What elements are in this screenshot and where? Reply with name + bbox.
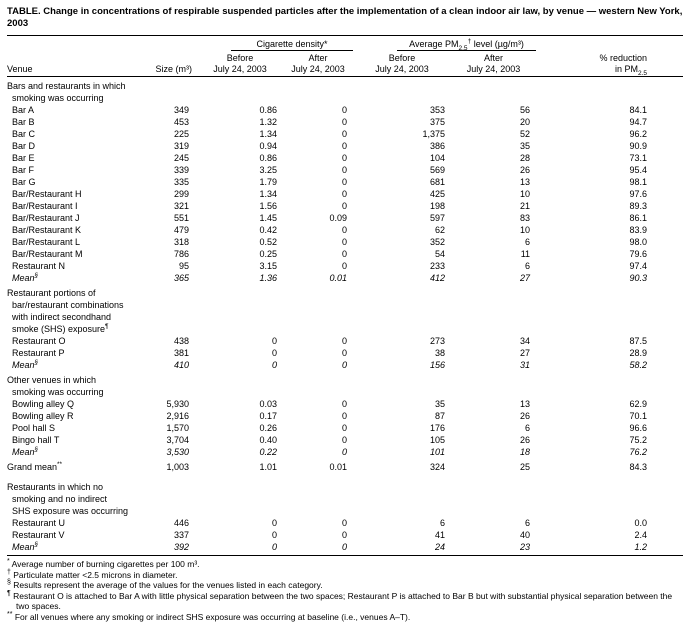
venue-column-header: Venue (7, 51, 151, 77)
value-cell: 0 (271, 542, 277, 552)
value-cell: 3,704 (166, 435, 189, 445)
value-cell: 0 (342, 129, 348, 139)
value-cell: 0 (342, 141, 348, 151)
section-header-line: bar/restaurant combinations (12, 300, 124, 310)
value-cell: 299 (173, 189, 189, 199)
table-row (7, 212, 683, 224)
value-cell: 1.79 (259, 177, 277, 187)
venue-cell: Mean§ (12, 359, 39, 370)
before-date-label: July 24, 2003 (213, 63, 267, 74)
table-row (7, 176, 683, 188)
value-cell: 11 (520, 249, 531, 259)
value-cell: 1,570 (166, 423, 189, 433)
value-cell: 95.4 (629, 165, 648, 175)
footnote: ¶ Restaurant O is attached to Bar A with little physical separation between the two spaces; Restaurant P is attached to Bar B but with substantial physical separation between the two spaces. (7, 589, 673, 611)
value-cell: 73.1 (629, 153, 648, 163)
value-cell: 337 (173, 530, 189, 540)
column-header-row (7, 51, 683, 77)
value-cell: 31 (520, 360, 531, 370)
pm-level-group-header (353, 36, 536, 52)
pm-group-prefix: Average PM (409, 39, 459, 49)
value-cell: 0 (342, 177, 348, 187)
value-cell: 597 (429, 213, 446, 223)
value-cell: 75.2 (629, 435, 648, 445)
venues-table (7, 35, 683, 556)
reduction-column-header (536, 51, 683, 77)
size-column-header: Size (m³) (151, 51, 197, 77)
group-header-row (7, 36, 683, 52)
cigarette-density-group-header (197, 36, 353, 52)
after-label: After (484, 53, 504, 63)
value-cell: 56 (520, 105, 531, 115)
value-cell: 386 (429, 141, 446, 151)
value-cell: 0.01 (329, 462, 348, 472)
value-cell: 412 (429, 273, 446, 283)
value-cell: 90.3 (629, 273, 648, 283)
section-header-row (7, 77, 683, 105)
value-cell: 6 (525, 237, 531, 247)
value-cell: 245 (173, 153, 189, 163)
value-cell: 25 (520, 462, 531, 472)
value-cell: 0.0 (634, 518, 648, 528)
table-header (7, 36, 683, 77)
value-cell: 1.01 (259, 462, 277, 472)
value-cell: 0 (271, 530, 277, 540)
value-cell: 0 (342, 542, 348, 552)
venue-cell: Bingo hall T (12, 435, 60, 445)
value-cell: 321 (173, 201, 189, 211)
value-cell: 0 (271, 360, 277, 370)
value-cell: 0.03 (259, 399, 277, 409)
value-cell: 0 (342, 447, 348, 457)
value-cell: 83 (520, 213, 531, 223)
value-cell: 349 (173, 105, 189, 115)
value-cell: 86.1 (629, 213, 648, 223)
venue-cell: Restaurant N (12, 261, 66, 271)
venue-cell: Bar/Restaurant M (12, 249, 83, 259)
section-header-row (7, 473, 683, 517)
value-cell: 97.6 (629, 189, 648, 199)
table-row (7, 458, 683, 473)
value-cell: 40 (520, 530, 531, 540)
section-header-line: SHS exposure was occurring (12, 506, 129, 516)
value-cell: 335 (173, 177, 189, 187)
value-cell: 0 (342, 411, 348, 421)
value-cell: 1.36 (259, 273, 277, 283)
venue-cell: Mean§ (12, 541, 39, 552)
value-cell: 0 (342, 153, 348, 163)
section-header-line: smoking and no indirect (12, 494, 108, 504)
footnote: § Results represent the average of the values for the venues listed in each category. (7, 579, 323, 590)
value-cell: 28.9 (629, 348, 648, 358)
value-cell: 0 (342, 423, 348, 433)
value-cell: 381 (173, 348, 189, 358)
value-cell: 35 (435, 399, 446, 409)
table-row (7, 248, 683, 260)
value-cell: 1.45 (259, 213, 277, 223)
value-cell: 1.32 (259, 117, 277, 127)
footnote: † Particulate matter <2.5 microns in diameter. (7, 568, 178, 580)
value-cell: 23 (520, 542, 531, 552)
pm-subscript: 2.5 (458, 44, 468, 52)
value-cell: 438 (173, 336, 189, 346)
value-cell: 18 (520, 447, 531, 457)
value-cell: 101 (429, 447, 446, 457)
venue-cell: Bar/Restaurant H (12, 189, 82, 199)
value-cell: 62 (435, 225, 446, 235)
after-label: After (308, 53, 328, 63)
value-cell: 10 (520, 225, 531, 235)
section-header-line: Bars and restaurants in which (7, 81, 126, 91)
footnote: ** For all venues where any smoking or indirect SHS exposure was occurring at baseline (i.e., venues A–T). (7, 610, 411, 622)
value-cell: 233 (429, 261, 446, 271)
table-row (7, 347, 683, 359)
table-row (7, 272, 683, 284)
value-cell: 0.17 (259, 411, 277, 421)
value-cell: 54 (435, 249, 446, 259)
value-cell: 76.2 (629, 447, 648, 457)
value-cell: 35 (520, 141, 531, 151)
section-header-line: smoke (SHS) exposure¶ (12, 323, 109, 334)
table-body (7, 77, 683, 556)
venue-cell: Bar F (12, 165, 35, 175)
value-cell: 13 (520, 399, 531, 409)
cig-after-column-header (283, 51, 353, 77)
value-cell: 0 (342, 435, 348, 445)
superscript-marker: ** (57, 461, 63, 468)
value-cell: 24 (435, 542, 446, 552)
value-cell: 41 (435, 530, 446, 540)
superscript-marker: § (7, 579, 11, 587)
section-header-line: Other venues in which (7, 375, 97, 385)
value-cell: 13 (520, 177, 531, 187)
value-cell: 95 (178, 261, 189, 271)
reduction-label-line1: % reduction (599, 53, 648, 63)
value-cell: 87 (435, 411, 446, 421)
section-header (7, 371, 683, 398)
value-cell: 1.34 (259, 129, 277, 139)
value-cell: 26 (520, 165, 531, 175)
venue-cell: Bar D (12, 141, 36, 151)
value-cell: 0.22 (259, 447, 277, 457)
value-cell: 96.2 (629, 129, 648, 139)
table-row (7, 410, 683, 422)
value-cell: 156 (429, 360, 446, 370)
table-row (7, 164, 683, 176)
after-date-label: July 24, 2003 (291, 63, 345, 74)
section-header (7, 473, 683, 517)
value-cell: 98.1 (629, 177, 648, 187)
pm-level-group-label (397, 39, 536, 51)
cig-before-column-header (197, 51, 283, 77)
value-cell: 6 (525, 423, 531, 433)
value-cell: 0 (342, 117, 348, 127)
table-row (7, 359, 683, 371)
table-row (7, 128, 683, 140)
superscript-marker: § (34, 446, 39, 453)
superscript-marker: * (7, 558, 10, 566)
venue-cell: Bowling alley Q (12, 399, 75, 409)
value-cell: 0 (342, 189, 348, 199)
value-cell: 0 (342, 399, 348, 409)
footnotes (7, 559, 683, 622)
value-cell: 34 (520, 336, 531, 346)
value-cell: 27 (520, 348, 531, 358)
value-cell: 52 (520, 129, 531, 139)
value-cell: 0.26 (259, 423, 277, 433)
value-cell: 28 (520, 153, 531, 163)
value-cell: 27 (520, 273, 531, 283)
value-cell: 21 (520, 201, 531, 211)
section-header-row (7, 284, 683, 335)
value-cell: 0 (342, 165, 348, 175)
table-row (7, 517, 683, 529)
venue-cell: Bowling alley R (12, 411, 74, 421)
venue-cell: Bar G (12, 177, 36, 187)
value-cell: 62.9 (629, 399, 648, 409)
venue-cell: Bar/Restaurant K (12, 225, 82, 235)
value-cell: 0 (342, 348, 348, 358)
table-row (7, 152, 683, 164)
table-row (7, 446, 683, 458)
venue-cell: Bar B (12, 117, 35, 127)
venue-cell: Bar/Restaurant L (12, 237, 81, 247)
value-cell: 375 (429, 117, 446, 127)
value-cell: 446 (173, 518, 189, 528)
table-row (7, 529, 683, 541)
pm-before-column-header (353, 51, 451, 77)
value-cell: 324 (429, 462, 446, 472)
value-cell: 353 (429, 105, 446, 115)
value-cell: 87.5 (629, 336, 648, 346)
value-cell: 0 (342, 530, 348, 540)
value-cell: 569 (429, 165, 446, 175)
value-cell: 58.2 (629, 360, 648, 370)
value-cell: 453 (173, 117, 189, 127)
value-cell: 0 (342, 360, 348, 370)
cigarette-density-group-label: Cigarette density* (231, 39, 353, 51)
footnote: * Average number of burning cigarettes per 100 m³. (7, 558, 200, 569)
value-cell: 0 (271, 518, 277, 528)
value-cell: 79.6 (629, 249, 648, 259)
value-cell: 83.9 (629, 225, 648, 235)
value-cell: 70.1 (629, 411, 648, 421)
value-cell: 84.3 (629, 462, 648, 472)
table-row (7, 200, 683, 212)
empty-header-cell (7, 36, 151, 52)
before-label: Before (388, 53, 416, 63)
value-cell: 0 (342, 201, 348, 211)
reduction-line2-prefix: in PM (614, 63, 638, 74)
value-cell: 105 (429, 435, 446, 445)
value-cell: 6 (525, 518, 531, 528)
value-cell: 0 (342, 336, 348, 346)
table-row (7, 116, 683, 128)
pm-subscript: 2.5 (637, 69, 648, 77)
value-cell: 0 (342, 237, 348, 247)
after-date-label: July 24, 2003 (466, 63, 521, 74)
section-header-line: Restaurant portions of (7, 288, 96, 298)
table-row (7, 434, 683, 446)
value-cell: 365 (173, 273, 189, 283)
value-cell: 0 (342, 225, 348, 235)
value-cell: 0 (271, 336, 277, 346)
value-cell: 84.1 (629, 105, 648, 115)
value-cell: 318 (173, 237, 189, 247)
pm-group-suffix: level (µg/m³) (471, 39, 524, 49)
value-cell: 2,916 (166, 411, 189, 421)
section-header-row (7, 371, 683, 398)
value-cell: 551 (173, 213, 189, 223)
value-cell: 0.94 (259, 141, 277, 151)
table-row (7, 335, 683, 347)
value-cell: 0.01 (329, 273, 348, 283)
empty-header-cell (151, 36, 197, 52)
value-cell: 0 (342, 518, 348, 528)
venue-cell: Mean§ (12, 446, 39, 457)
table-row (7, 104, 683, 116)
value-cell: 392 (173, 542, 189, 552)
value-cell: 479 (173, 225, 189, 235)
superscript-marker: § (34, 541, 39, 548)
value-cell: 0.42 (259, 225, 277, 235)
value-cell: 94.7 (629, 117, 648, 127)
value-cell: 5,930 (166, 399, 189, 409)
value-cell: 339 (173, 165, 189, 175)
reduction-label-line2 (536, 64, 647, 75)
value-cell: 20 (520, 117, 531, 127)
venue-cell: Mean§ (12, 272, 39, 283)
value-cell: 0.25 (259, 249, 277, 259)
table-row (7, 422, 683, 434)
value-cell: 1,003 (166, 462, 189, 472)
value-cell: 1.56 (259, 201, 277, 211)
superscript-marker: ¶ (7, 589, 11, 597)
table-row (7, 398, 683, 410)
value-cell: 26 (520, 435, 531, 445)
value-cell: 0.09 (329, 213, 348, 223)
dagger-marker: † (467, 38, 472, 45)
venue-cell: Restaurant O (12, 336, 66, 346)
value-cell: 38 (435, 348, 446, 358)
value-cell: 90.9 (629, 141, 648, 151)
venue-cell: Pool hall S (12, 423, 56, 433)
empty-header-cell (536, 36, 683, 52)
venue-cell: Bar E (12, 153, 35, 163)
section-header (7, 77, 683, 105)
value-cell: 425 (429, 189, 446, 199)
venue-cell: Bar/Restaurant J (12, 213, 80, 223)
value-cell: 104 (429, 153, 446, 163)
before-date-label: July 24, 2003 (375, 63, 429, 74)
value-cell: 786 (173, 249, 189, 259)
superscript-marker: § (34, 359, 39, 366)
venue-cell: Bar C (12, 129, 36, 139)
value-cell: 319 (173, 141, 189, 151)
value-cell: 26 (520, 411, 531, 421)
value-cell: 0.40 (259, 435, 277, 445)
value-cell: 198 (429, 201, 446, 211)
table-row (7, 236, 683, 248)
section-header-line: Restaurants in which no (7, 482, 104, 492)
superscript-marker: ¶ (105, 323, 109, 330)
value-cell: 0 (342, 261, 348, 271)
table-row (7, 541, 683, 556)
value-cell: 0 (342, 249, 348, 259)
value-cell: 98.0 (629, 237, 648, 247)
value-cell: 0.86 (259, 105, 277, 115)
pm-after-column-header (451, 51, 536, 77)
value-cell: 6 (525, 261, 531, 271)
before-label: Before (226, 53, 254, 63)
table-row (7, 224, 683, 236)
value-cell: 681 (429, 177, 446, 187)
value-cell: 3,530 (166, 447, 189, 457)
venue-cell: Bar A (12, 105, 35, 115)
table-row (7, 140, 683, 152)
value-cell: 6 (440, 518, 446, 528)
value-cell: 97.4 (629, 261, 648, 271)
section-header-line: smoking was occurring (12, 387, 104, 397)
section-header (7, 284, 683, 335)
venue-cell: Bar/Restaurant I (12, 201, 78, 211)
value-cell: 273 (429, 336, 446, 346)
value-cell: 0.52 (259, 237, 277, 247)
value-cell: 352 (429, 237, 446, 247)
venue-cell: Restaurant U (12, 518, 66, 528)
value-cell: 96.6 (629, 423, 648, 433)
section-header-line: smoking was occurring (12, 93, 104, 103)
value-cell: 1.2 (634, 542, 648, 552)
value-cell: 2.4 (634, 530, 648, 540)
value-cell: 176 (429, 423, 446, 433)
value-cell: 225 (173, 129, 189, 139)
value-cell: 0 (342, 105, 348, 115)
value-cell: 1,375 (422, 129, 446, 139)
venue-cell: Grand mean** (7, 461, 63, 472)
venue-cell: Restaurant P (12, 348, 65, 358)
value-cell: 0 (271, 348, 277, 358)
table-title: TABLE. Change in concentrations of respirable suspended particles after the implementation of a clean indoor air law, by venue — western New York, 2003 (7, 6, 683, 29)
section-header-line: with indirect secondhand (12, 312, 112, 322)
value-cell: 0.86 (259, 153, 277, 163)
superscript-marker: § (34, 272, 39, 279)
value-cell: 3.25 (259, 165, 277, 175)
value-cell: 10 (520, 189, 531, 199)
value-cell: 1.34 (259, 189, 277, 199)
value-cell: 410 (173, 360, 189, 370)
superscript-marker: † (7, 568, 11, 576)
table-row (7, 260, 683, 272)
venue-cell: Restaurant V (12, 530, 65, 540)
value-cell: 3.15 (259, 261, 277, 271)
superscript-marker: ** (7, 610, 13, 618)
table-row (7, 188, 683, 200)
value-cell: 89.3 (629, 201, 648, 211)
